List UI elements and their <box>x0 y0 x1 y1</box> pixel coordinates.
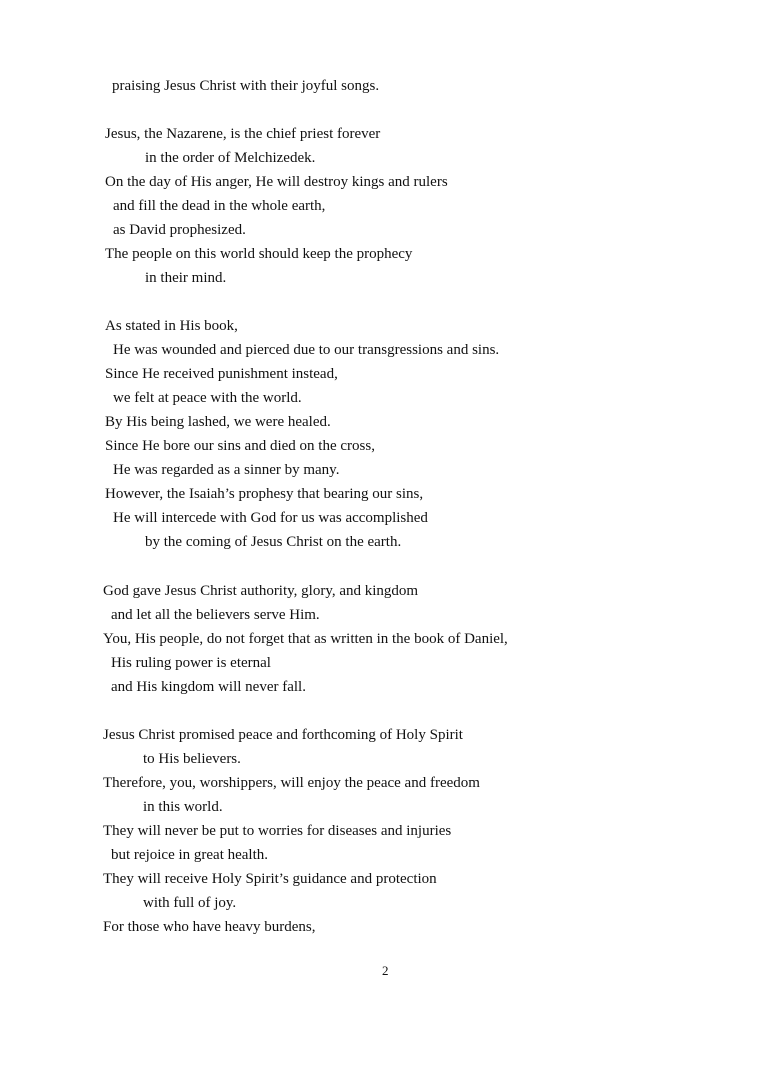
poem-line: by the coming of Jesus Christ on the earth. <box>145 534 402 550</box>
poem-line: As stated in His book, <box>105 318 238 334</box>
poem-line: God gave Jesus Christ authority, glory, and kingdom <box>103 583 419 599</box>
poem-line: and let all the believers serve Him. <box>111 607 320 623</box>
poem-line: For those who have heavy burdens, <box>103 919 316 935</box>
poem-line: You, His people, do not forget that as written in the book of Daniel, <box>103 631 508 647</box>
poem-line: He was regarded as a sinner by many. <box>113 462 340 478</box>
poem-line: in the order of Melchizedek. <box>145 150 316 166</box>
poem-line: The people on this world should keep the prophecy <box>105 246 413 262</box>
poem-line: He was wounded and pierced due to our transgressions and sins. <box>113 342 500 358</box>
poem-line: Since He received punishment instead, <box>105 366 338 382</box>
poem-line: but rejoice in great health. <box>111 847 269 863</box>
poem-line: His ruling power is eternal <box>111 655 271 671</box>
poem-line: to His believers. <box>143 751 241 767</box>
poem-line: as David prophesized. <box>113 222 246 238</box>
poem-line: By His being lashed, we were healed. <box>105 414 331 430</box>
poem-line: He will intercede with God for us was accomplished <box>113 510 428 526</box>
poem-line: in their mind. <box>145 270 227 286</box>
poem-line: However, the Isaiah’s prophesy that bearing our sins, <box>105 486 424 502</box>
poem-line: Therefore, you, worshippers, will enjoy the peace and freedom <box>103 775 480 791</box>
poem-line: Jesus Christ promised peace and forthcoming of Holy Spirit <box>103 727 463 743</box>
poem-line: we felt at peace with the world. <box>113 390 302 406</box>
poem-line: with full of joy. <box>143 895 237 911</box>
poem-line: and His kingdom will never fall. <box>111 679 306 695</box>
poem-line: and fill the dead in the whole earth, <box>113 198 326 214</box>
poem-line: praising Jesus Christ with their joyful songs. <box>112 78 380 94</box>
page-number: 2 <box>382 963 389 978</box>
poem-line: Jesus, the Nazarene, is the chief priest forever <box>105 126 381 142</box>
poem-line: in this world. <box>143 799 223 815</box>
poem-line: On the day of His anger, He will destroy kings and rulers <box>105 174 448 190</box>
poem-line: Since He bore our sins and died on the cross, <box>105 438 375 454</box>
poem-line: They will receive Holy Spirit’s guidance and protection <box>103 871 437 887</box>
poem-line: They will never be put to worries for diseases and injuries <box>103 823 452 839</box>
